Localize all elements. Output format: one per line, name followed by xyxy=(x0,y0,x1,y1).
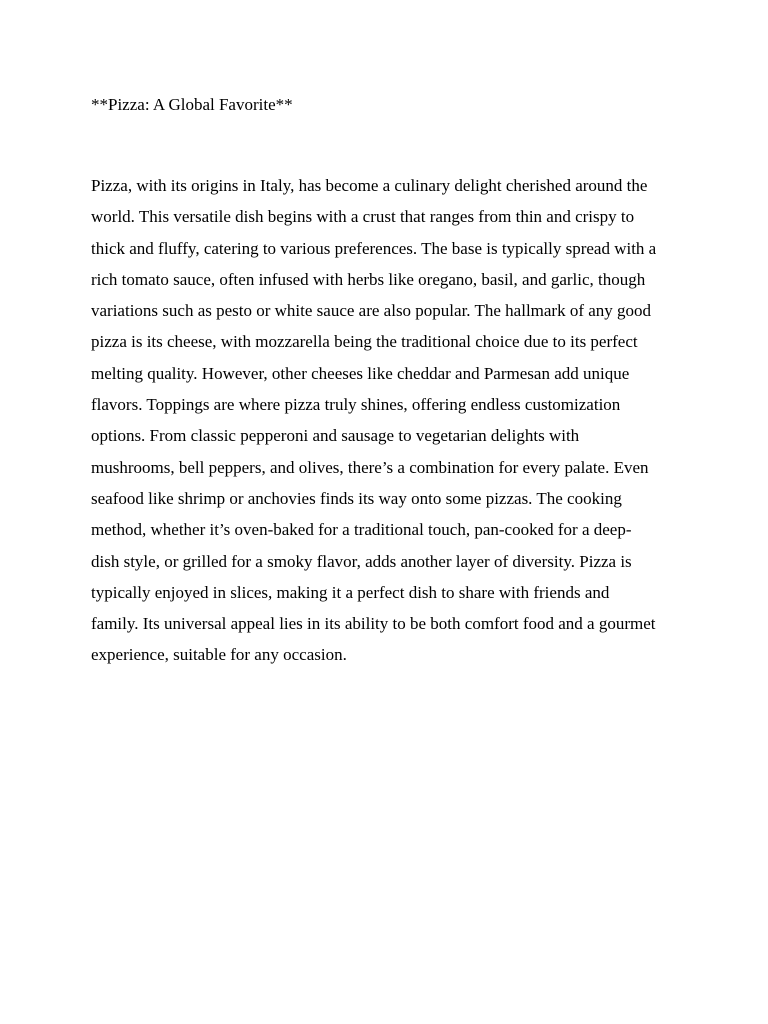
body-line: thick and fluffy, catering to various preferences. The base is typically spread with a xyxy=(91,238,657,258)
body-line: world. This versatile dish begins with a crust that ranges from thin and crispy to xyxy=(91,207,635,227)
body-line: family. Its universal appeal lies in its ability to be both comfort food and a gourmet xyxy=(91,614,656,634)
body-line: variations such as pesto or white sauce are also popular. The hallmark of any good xyxy=(91,301,652,321)
body-line: flavors. Toppings are where pizza truly shines, offering endless customization xyxy=(91,395,621,415)
body-line: options. From classic pepperoni and sausage to vegetarian delights with xyxy=(91,426,580,446)
body-line: typically enjoyed in slices, making it a perfect dish to share with friends and xyxy=(91,582,610,602)
body-line: pizza is its cheese, with mozzarella being the traditional choice due to its perfect xyxy=(91,332,638,352)
body-line: melting quality. However, other cheeses like cheddar and Parmesan add unique xyxy=(91,363,630,383)
body-line: experience, suitable for any occasion. xyxy=(91,645,347,665)
body-line: rich tomato sauce, often infused with herbs like oregano, basil, and garlic, though xyxy=(91,269,646,289)
document-body xyxy=(91,174,681,675)
body-line: method, whether it’s oven-baked for a traditional touch, pan-cooked for a deep- xyxy=(91,520,632,540)
body-line: mushrooms, bell peppers, and olives, there’s a combination for every palate. Even xyxy=(91,457,649,477)
body-line: Pizza, with its origins in Italy, has become a culinary delight cherished around the xyxy=(91,176,648,195)
body-line: seafood like shrimp or anchovies finds its way onto some pizzas. The cooking xyxy=(91,488,622,508)
document-title: **Pizza: A Global Favorite** xyxy=(91,95,293,114)
body-line: dish style, or grilled for a smoky flavor, adds another layer of diversity. Pizza is xyxy=(91,551,632,571)
